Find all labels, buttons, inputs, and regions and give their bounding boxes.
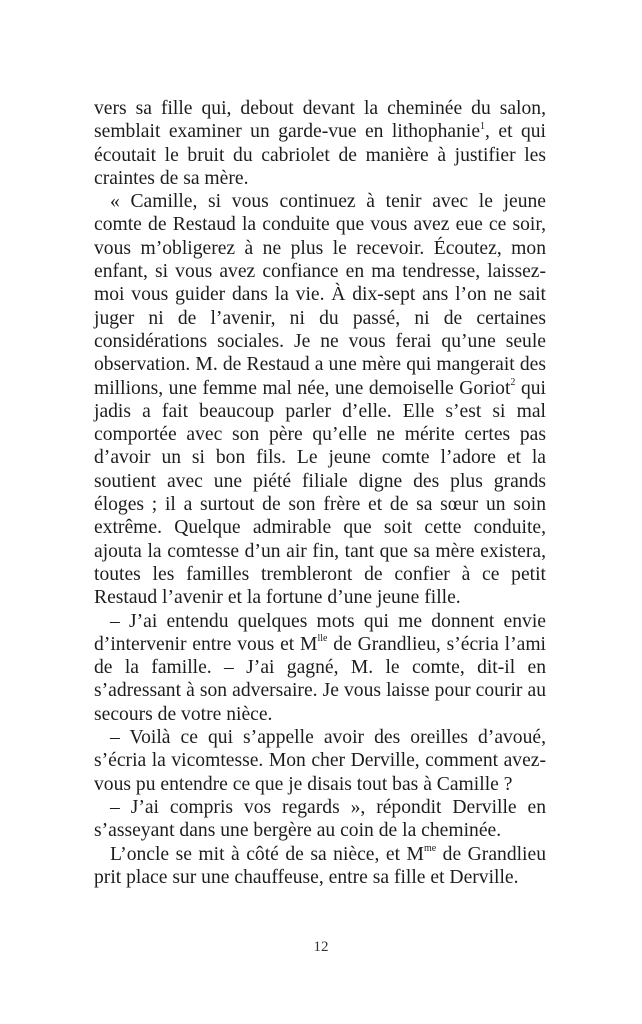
text-run: de Grandlieu prit place sur une chauffeuse, entre sa fille et Derville. [94,843,546,888]
superscript: lle [317,633,328,645]
text-run: « Camille, si vous continuez à tenir avec le jeune comte de Restaud la conduite que vous avez eue ce soir, vous m’obligerez à ne plus le recevoir. Écoutez, mon enfant, si vous avez confiance en ma tendresse, laissez-moi vous guider dans la vie. À dix-sept ans l’on ne sait juger ni de l’avenir, ni du passé, ni de certaines considérations sociales. Je ne vous ferai qu’une seule observation. M. de Restaud a une mère qui mangerait des millions, une femme mal née, une demoiselle Goriot [94,191,546,399]
text-run: qui jadis a fait beaucoup parler d’elle. Elle s’est si mal comportée avec son père qu’elle ne mérite certes pas d’avoir un si bon fils. Le jeune comte l’adore et la soutient avec une piété filiale digne des plus grands éloges ; il a surtout de son frère et de sa sœur un soin extrême. Quelque admirable que soit cette conduite, ajouta la comtesse d’un air fin, tant que sa mère existera, toutes les familles trembleront de confier à ce petit Restaud l’avenir et la fortune d’une jeune fille. [94,377,547,609]
superscript: me [423,842,437,854]
text-run: – J’ai compris vos regards », répondit Derville en s’asseyant dans une bergère au coin de la cheminée. [94,796,546,842]
text-run: , et qui écoutait le bruit du cabriolet de manière à justifier les craintes de sa mère. [94,121,547,189]
text-run: L’oncle se mit à côté de sa nièce, et M [110,843,424,865]
text-run: – J’ai entendu quelques mots qui me donnent envie d’intervenir entre vous et M [94,610,546,655]
paragraph [94,726,546,796]
paragraph [94,190,546,609]
text-run: de Grandlieu, s’écria l’ami de la famille. – J’ai gagné, M. le comte, dit-il en s’adressant à son adversaire. Je vous laisse pour courir au secours de votre nièce. [94,633,546,725]
text-run: vers sa fille qui, debout devant la cheminée du salon, semblait examiner un garde-vue en lithophanie [94,98,546,143]
superscript: 1 [480,120,486,132]
paragraph [94,97,546,190]
page-number: 12 [313,939,329,955]
paragraph [94,796,546,843]
paragraph [94,843,546,890]
text-run: – Voilà ce qui s’appelle avoir des oreilles d’avoué, s’écria la vicomtesse. Mon cher Derville, comment avez-vous pu entendre ce que je disais tout bas à Camille ? [94,727,546,795]
paragraph [94,610,546,726]
page-body [94,97,546,889]
superscript: 2 [510,377,516,389]
